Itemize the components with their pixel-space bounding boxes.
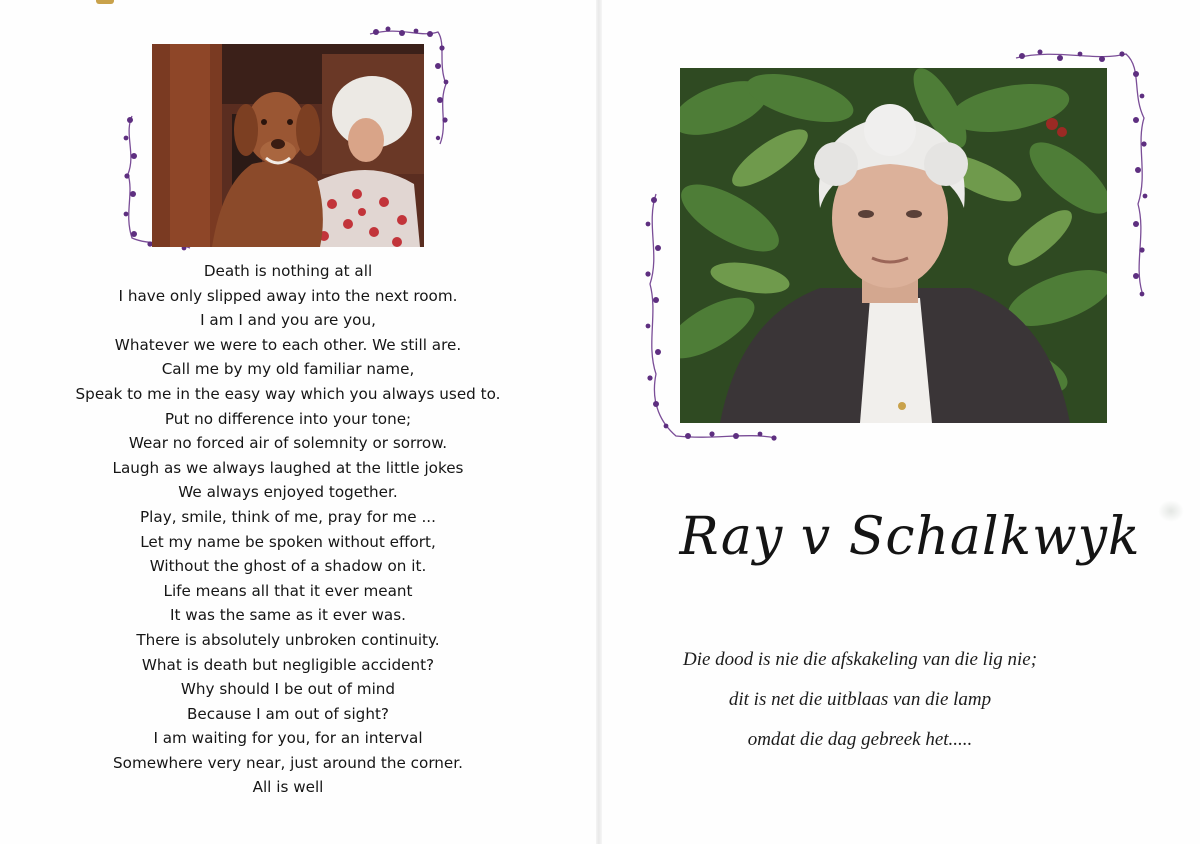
poem <box>30 259 546 800</box>
poem-line: Because I am out of sight? <box>187 704 389 723</box>
poem-line: Life means all that it ever meant <box>163 581 413 600</box>
poem-line: I have only slipped away into the next room. <box>118 286 458 305</box>
poem-line: We always enjoyed together. <box>178 483 398 502</box>
poem-line: I am I and you are you, <box>200 311 376 330</box>
poem-line: Why should I be out of mind <box>180 680 396 699</box>
poem-line: There is absolutely unbroken continuity. <box>136 630 440 649</box>
poem-line: Laugh as we always laughed at the little jokes <box>112 458 464 477</box>
poem-line: Without the ghost of a shadow on it. <box>149 557 427 576</box>
poem-line: Speak to me in the easy way which you always used to. <box>75 384 501 403</box>
portrait-photo <box>680 68 1107 423</box>
poem-line: What is death but negligible accident? <box>141 655 435 674</box>
corner-mark <box>96 0 114 4</box>
quote-line: Die dood is nie die afskakeling van die lig nie; <box>682 649 1038 670</box>
poem-line: Death is nothing at all <box>203 262 373 280</box>
poem-line: All is well <box>252 778 324 797</box>
afrikaans-quote <box>650 640 1070 760</box>
poem-line: Let my name be spoken without effort, <box>140 532 436 551</box>
deceased-name: Ray v Schalkwyk <box>679 507 1141 567</box>
quote-line: omdat die dag gebreek het..... <box>747 729 973 750</box>
poem-line: Call me by my old familiar name, <box>161 360 415 379</box>
poem-line: Play, smile, think of me, pray for me ... <box>140 507 436 526</box>
poem-line: Wear no forced air of solemnity or sorrow. <box>128 434 448 453</box>
photo-woman-with-dog <box>152 44 424 247</box>
poem-line: Put no difference into your tone; <box>164 409 412 428</box>
poem-line: Somewhere very near, just around the corner. <box>113 753 463 772</box>
poem-line: Whatever we were to each other. We still are. <box>114 335 462 354</box>
card-fold <box>596 0 602 844</box>
poem-line: It was the same as it ever was. <box>170 606 406 625</box>
poem-line: I am waiting for you, for an interval <box>153 729 423 748</box>
quote-line: dit is net die uitblaas van die lamp <box>728 689 992 710</box>
